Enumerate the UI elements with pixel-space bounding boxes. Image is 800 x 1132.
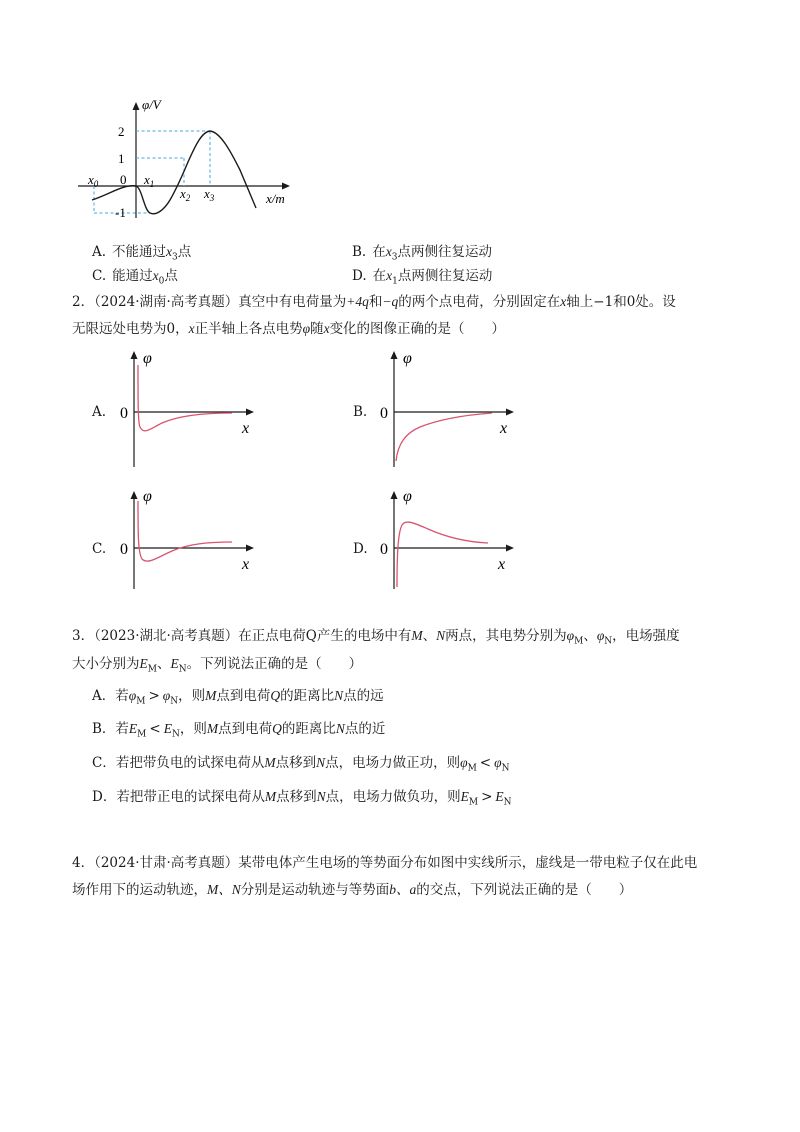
q2d-zero-label: 0	[380, 541, 388, 558]
q3-option-b[interactable]: B．若$E_M < E_N$，则M点到电荷Q的距离比N点的近	[92, 721, 386, 740]
q1-phi-x-graph	[70, 90, 310, 225]
q1-y-arrow	[133, 102, 140, 110]
q2-graph-d[interactable]	[370, 483, 530, 593]
q2c-y-arrow	[131, 491, 138, 499]
q1-x-label: x/m	[266, 191, 285, 206]
q2b-y-arrow	[391, 351, 398, 359]
q2a-x-arrow	[246, 409, 254, 416]
q2-graph-a[interactable]	[110, 343, 270, 473]
q1-potential-curve	[92, 131, 256, 214]
q1-tick-2: 2	[118, 124, 125, 139]
q1-tick-0: 0	[120, 172, 127, 187]
q2c-phi-label: φ	[143, 488, 152, 505]
q2-graph-b[interactable]	[370, 343, 530, 473]
q3-option-a[interactable]: A．若$\varphi_M > \varphi_N$，则M点到电荷Q的距离比N点的远	[92, 688, 384, 707]
q2-option-c-letter[interactable]: C.	[92, 541, 107, 557]
q1-option-c[interactable]: C. 能通过$x_0$点	[92, 268, 178, 287]
q1-tick-1: 1	[118, 151, 125, 166]
q2a-curve	[138, 365, 232, 431]
q2c-x-arrow	[246, 545, 254, 552]
q1-tick-m1: -1	[115, 205, 126, 220]
q2d-curve	[397, 522, 488, 587]
q2-stem-line2: 无限远处电势为0，x正半轴上各点电势φ随x变化的图像正确的是（ ）	[72, 321, 506, 337]
q2c-curve	[138, 501, 232, 561]
q2d-x-arrow	[506, 545, 514, 552]
q2-option-d-letter[interactable]: D.	[353, 541, 368, 557]
q1-x-arrow	[282, 183, 290, 190]
q1-label-x0: $x_0$	[88, 172, 99, 189]
q1-y-label: φ/V	[142, 97, 161, 112]
q4-stem-line2: 场作用下的运动轨迹，M、N分别是运动轨迹与等势面b、a的交点，下列说法正确的是（ ）	[72, 882, 633, 898]
q2b-x-arrow	[506, 409, 514, 416]
q1-option-d[interactable]: D. 在$x_1$点两侧往复运动	[352, 268, 493, 287]
q4-stem-line1: 4．（2024·甘肃·高考真题）某带电体产生电场的等势面分布如图中实线所示，虚线是一带电粒子仅在此电	[72, 855, 698, 871]
q3-stem-line2: 大小分别为$E_M$、$E_N$。下列说法正确的是（ ）	[72, 656, 363, 675]
q2c-x-label: x	[242, 556, 250, 573]
q2-stem-line1: 2．（2024·湖南·高考真题）真空中有电荷量为+4q和−q的两个点电荷，分别固定在x轴上−1和0处。设	[72, 294, 676, 310]
q2b-curve	[396, 413, 492, 461]
q3-stem-line1: 3．（2023·湖北·高考真题）在正点电荷Q产生的电场中有M、N两点，其电势分别为$\varphi_M$、$\varphi_N$，电场强度	[72, 628, 680, 647]
q2b-x-label: x	[500, 420, 508, 437]
q2-option-a-letter[interactable]: A.	[92, 404, 107, 420]
q1-label-x2: $x_2$	[180, 186, 191, 203]
q2-graph-c[interactable]	[110, 483, 270, 593]
q2d-phi-label: φ	[403, 488, 412, 505]
q2c-zero-label: 0	[120, 541, 128, 558]
q3-option-d[interactable]: D．若把带正电的试探电荷从M点移到N点，电场力做负功，则$E_M > E_N$	[92, 789, 512, 808]
q2a-y-arrow	[131, 351, 138, 359]
q2d-x-label: x	[498, 556, 506, 573]
q2-option-b-letter[interactable]: B.	[353, 404, 368, 420]
q2b-zero-label: 0	[380, 405, 388, 422]
q2d-y-arrow	[391, 491, 398, 499]
q3-option-c[interactable]: C．若把带负电的试探电荷从M点移到N点，电场力做正功，则$\varphi_M < \varphi_N$	[92, 755, 510, 774]
q1-option-b[interactable]: B. 在$x_3$点两侧往复运动	[352, 244, 492, 263]
q2a-zero-label: 0	[120, 405, 128, 422]
q2b-phi-label: φ	[403, 350, 412, 367]
q1-label-x1: $x_1$	[144, 172, 155, 189]
q1-option-a[interactable]: A. 不能通过$x_3$点	[92, 244, 192, 263]
q2a-phi-label: φ	[143, 350, 152, 367]
q2a-x-label: x	[242, 420, 250, 437]
q1-label-x3: $x_3$	[204, 186, 215, 203]
